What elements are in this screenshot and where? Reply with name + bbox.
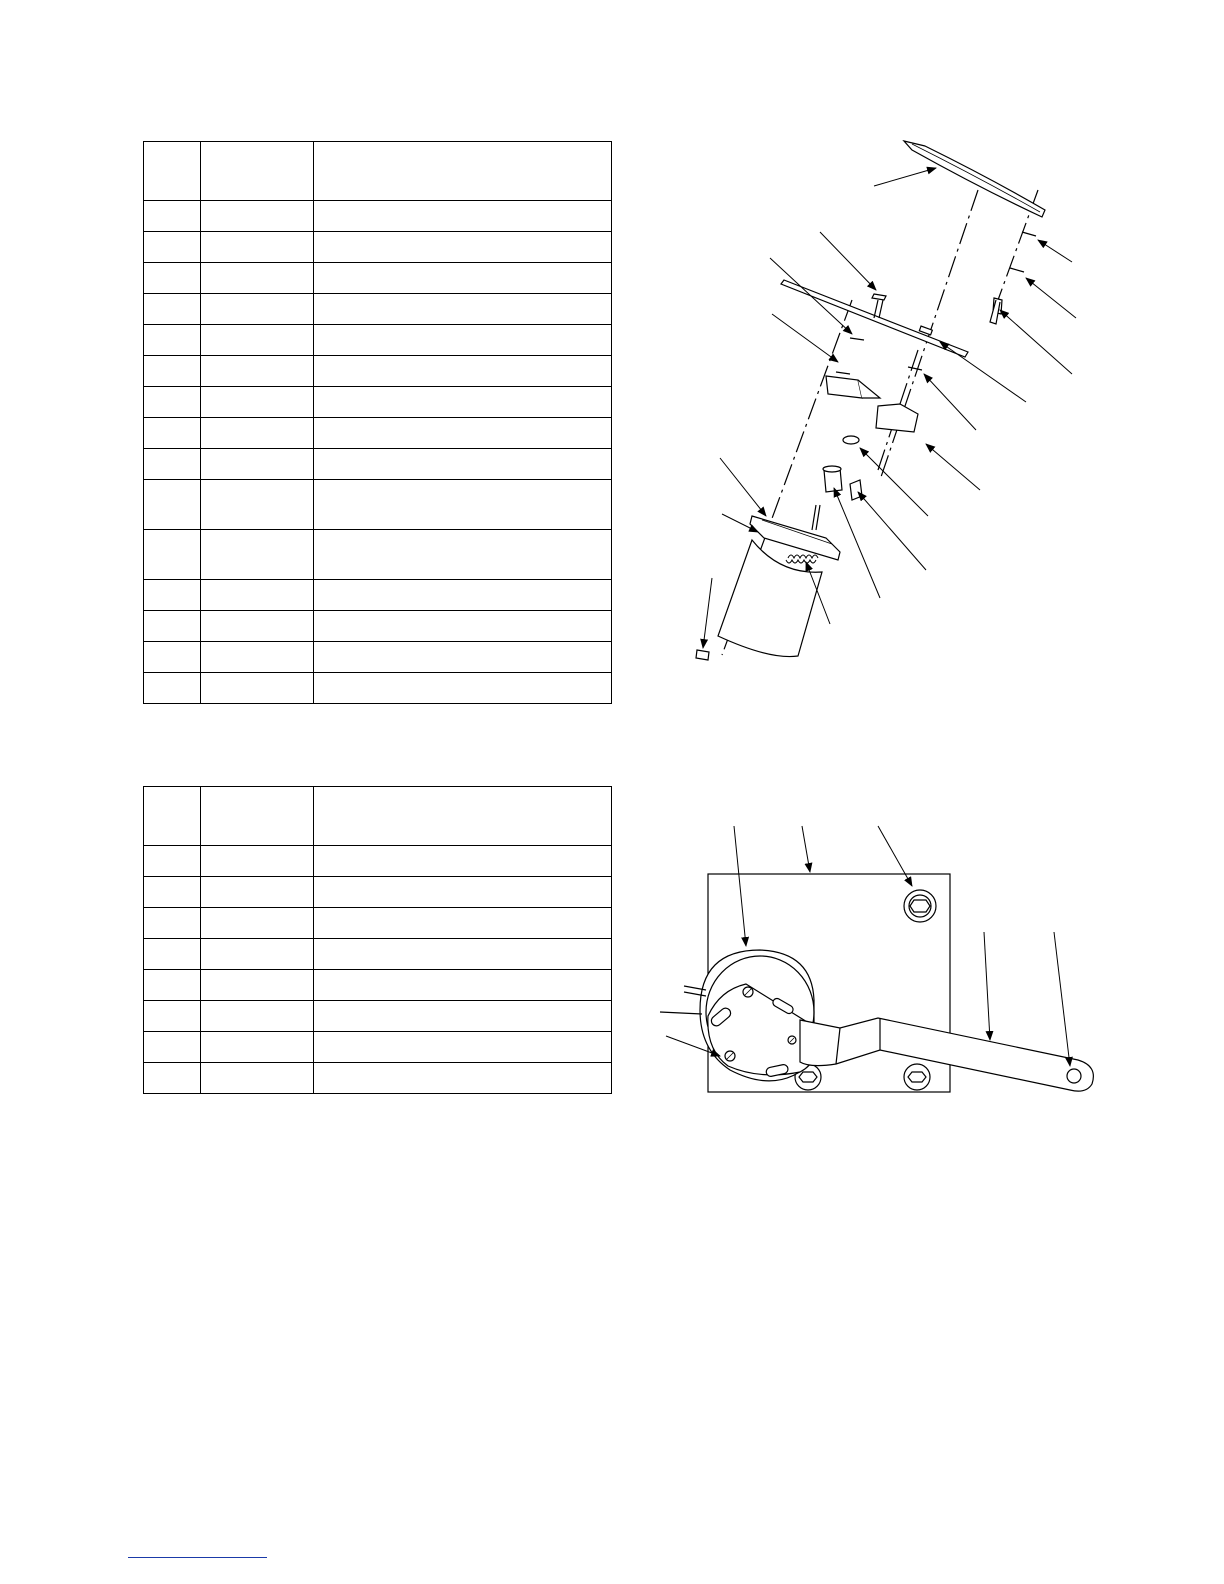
screw-top — [872, 294, 886, 300]
block-left — [826, 376, 862, 398]
footer-rule — [128, 1557, 267, 1558]
block-right — [876, 404, 918, 432]
center-axis — [880, 190, 978, 480]
screw-bottom — [696, 650, 709, 660]
top-plate — [904, 141, 1045, 217]
thin-plate — [781, 280, 968, 357]
lever-hole — [1067, 1069, 1081, 1083]
small-washer — [843, 436, 859, 444]
assembly-view-drawing — [660, 874, 1093, 1092]
pin — [850, 480, 862, 500]
spring-coil — [788, 555, 818, 558]
exploded-view-drawing — [696, 141, 1045, 660]
